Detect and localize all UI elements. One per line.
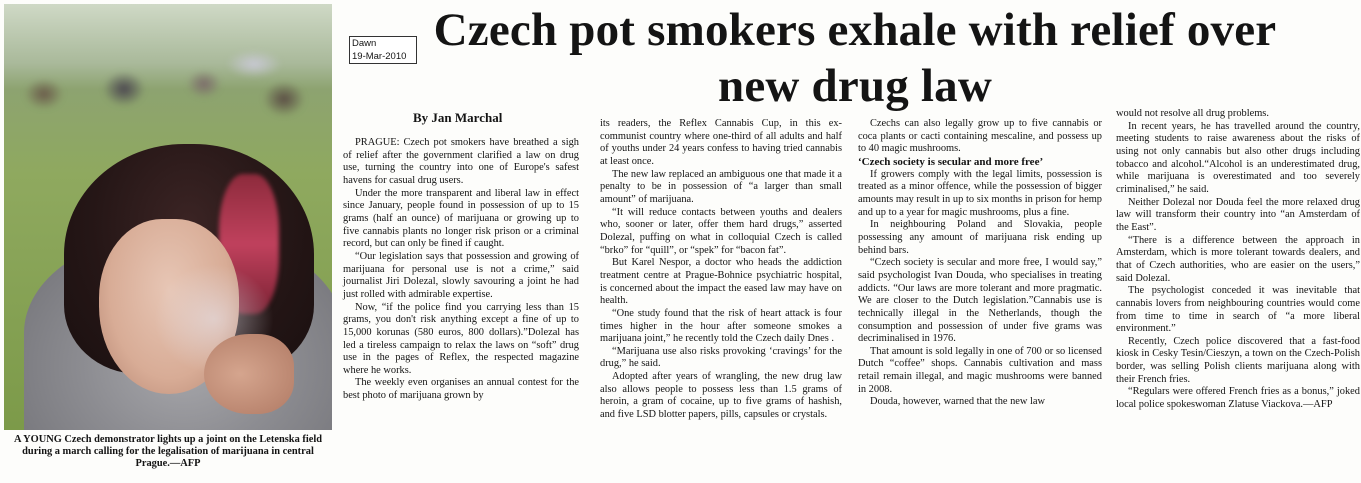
byline: By Jan Marchal <box>413 110 503 125</box>
paragraph: Neither Dolezal nor Douda feel the more relaxed drug law will transform their country into “an Amsterdam of the East”. <box>1116 196 1360 233</box>
paragraph: In recent years, he has travelled around the country, meeting students to raise awareness about the risks of using not only cannabis but also other drugs including tobacco and alcohol.“Alcohol is an underestimated drug, while marijuana is overestimated and too severely criminalised,” he said. <box>1116 120 1360 195</box>
news-photo <box>4 4 332 430</box>
subheading: ‘Czech society is secular and more free’ <box>858 155 1044 168</box>
paragraph: In neighbouring Poland and Slovakia, people possessing any amount of marijuana risk ending up behind bars. <box>858 219 1102 256</box>
hand <box>204 334 294 414</box>
publish-date: 19-Mar-2010 <box>352 51 407 62</box>
article-column-2 <box>600 118 842 422</box>
paragraph: The new law replaced an ambiguous one that made it a penalty to be in possession of “a larger than small amount” of marijuana. <box>600 168 842 205</box>
headline: Czech pot smokers exhale with relief over new drug law <box>433 4 1277 112</box>
paragraph: “Marijuana use also risks provoking ‘cravings’ for the drug,” he said. <box>600 345 842 370</box>
source-name: Dawn <box>352 38 377 49</box>
paragraph: PRAGUE: Czech pot smokers have breathed a sigh of relief after the government clarified a law on drug use, turning the country into one of Europe's safest havens for casual drug users. <box>343 137 579 186</box>
source-date-stamp <box>349 36 417 64</box>
paragraph: The psychologist conceded it was inevitable that cannabis lovers from neighbouring countries would come from time to time in search of “a more liberal environment.” <box>1116 285 1360 335</box>
paragraph: “It will reduce contacts between youths and dealers who, sooner or later, offer them hard drugs,” asserted Dolezal, puffing on what in colloquial Czech is called “brko” for “quill”, or “spek” for “bacon fat”. <box>600 206 842 256</box>
photo-caption: A YOUNG Czech demonstrator lights up a joint on the Letenska field during a march calling for the legalisation of marijuana in central Prague.—AFP <box>14 434 322 470</box>
paragraph: Now, “if the police find you carrying less than 15 grams, you don't risk anything except a fine of up to 15,000 korunas (580 euros, 800 dollars).”Dolezal has led a tireless campaign to relax the laws on “soft” drug use in the pages of Reflex, the respected magazine where he works. <box>343 301 579 376</box>
paragraph: Czechs can also legally grow up to five cannabis or coca plants or cacti containing mescaline, and possess up to 40 magic mushrooms. <box>858 118 1102 155</box>
paragraph: “Regulars were offered French fries as a bonus,” joked local police spokeswoman Zlatuse Viackova.—AFP <box>1116 386 1360 411</box>
paragraph: “There is a difference between the approach in Amsterdam, which is more tolerant towards dealers, and that of Czech authorities, who are easier on the users,” said Dolezal. <box>1116 234 1360 284</box>
background-crowd <box>4 34 332 124</box>
paragraph: “Czech society is secular and more free, I would say,” said psychologist Ivan Douda, who specialises in treating addicts. “Our laws are more tolerant and more pragmatic. We are closer to the Dutch legislation.”Cannabis use is technically illegal in the Netherlands, though the consumption and possession of under five grams was decriminalised in 1976. <box>858 257 1102 345</box>
article-column-1 <box>343 137 579 403</box>
paragraph: “One study found that the risk of heart attack is four times higher in the hour after someone smokes a marijuana joint,” he recently told the Czech daily Dnes . <box>600 307 842 345</box>
article-column-4 <box>1116 108 1360 412</box>
paragraph: That amount is sold legally in one of 700 or so licensed Dutch “coffee” shops. Cannabis cultivation and mass retail remain illegal, and magic mushrooms were banned in 2008. <box>858 345 1102 395</box>
article-column-3 <box>858 118 1102 409</box>
paragraph: “Our legislation says that possession and growing of marijuana for personal use is not a crime,” said journalist Jiri Dolezal, slowly savouring a joint he had just rolled with admirable expertise. <box>343 250 579 300</box>
paragraph: Douda, however, warned that the new law <box>870 396 1046 408</box>
paragraph: Recently, Czech police discovered that a fast-food kiosk in Cesky Tesin/Cieszyn, a town on the Czech-Polish border, was selling Polish clients marijuana along with their French fries. <box>1116 335 1360 385</box>
paragraph: its readers, the Reflex Cannabis Cup, in this ex-communist country where one-third of all adults and half of youths under 24 years confess to having tried cannabis at least once. <box>600 118 842 167</box>
paragraph: If growers comply with the legal limits, possession is treated as a minor offence, while the possession of bigger amounts may result in up to six months in prison for hemp and up to a year for magic mushrooms, plus a fine. <box>858 168 1102 218</box>
paragraph: would not resolve all drug problems. <box>1116 108 1269 119</box>
paragraph: Adopted after years of wrangling, the new drug law also allows people to possess less than 1.5 grams of heroin, a gram of cocaine, up to five grams of hashish, and five LSD blotter papers, pills, capsules or crystals. <box>600 371 842 421</box>
paragraph: But Karel Nespor, a doctor who heads the addiction treatment centre at Prague-Bohnice psychiatric hospital, is concerned about the impact the eased law may have on health. <box>600 257 842 307</box>
paragraph: The weekly even organises an annual contest for the best photo of marijuana grown by <box>343 377 579 402</box>
paragraph: Under the more transparent and liberal law in effect since January, people found in possession of up to 15 grams (half an ounce) of marijuana or growing up to five cannabis plants no longer risk prison or a criminal record, but can only be fined if caught. <box>343 187 579 250</box>
